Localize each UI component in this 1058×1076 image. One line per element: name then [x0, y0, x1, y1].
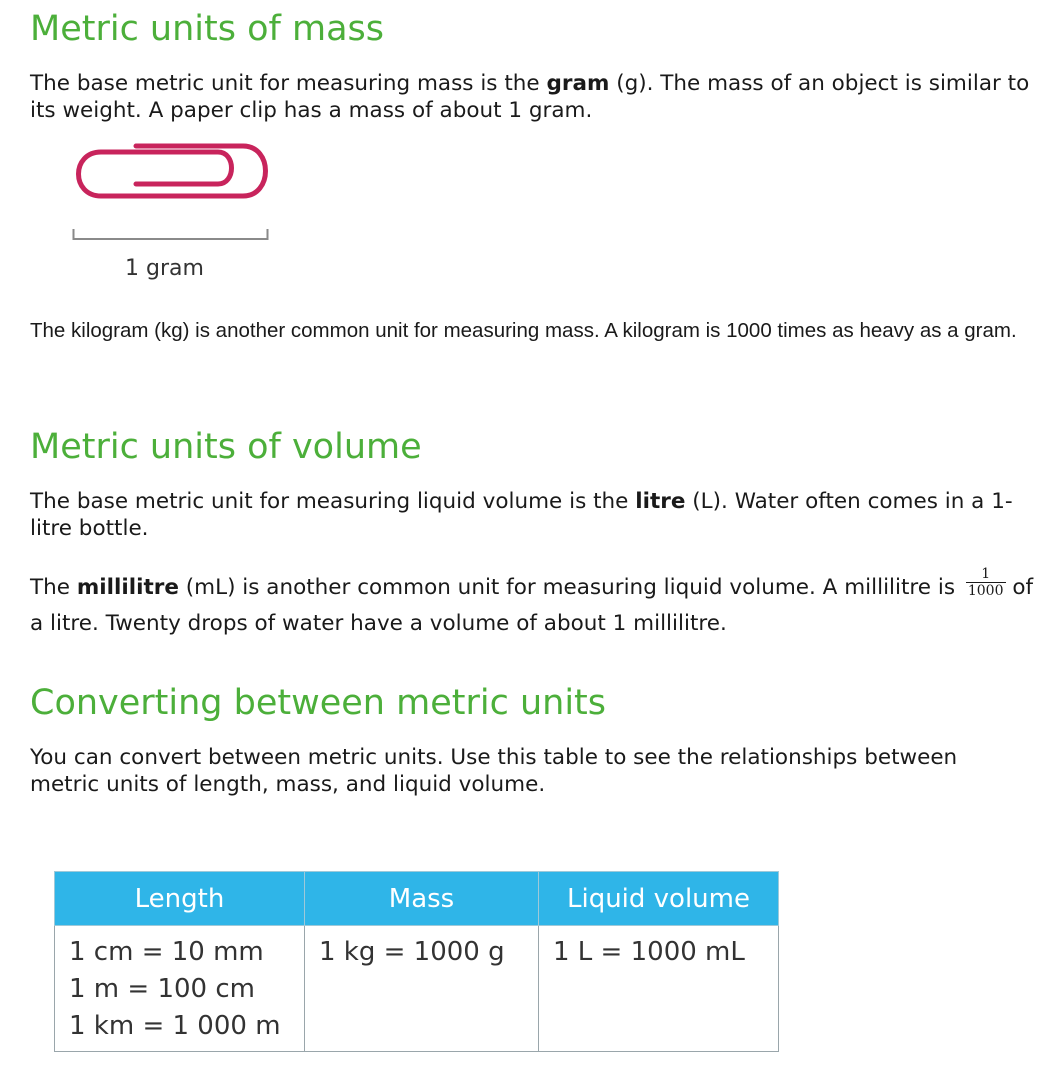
ml-text-2: (mL) is another common unit for measuring liquid volume. A millilitre is	[178, 575, 962, 600]
conversion-table	[54, 871, 779, 1052]
volume-l-ml: 1 L = 1000 mL	[553, 937, 745, 967]
volume-cell	[539, 926, 779, 1052]
litre-text-2: (L). Water often comes in a 1-litre bottle.	[30, 489, 1013, 541]
litre-text-1: The base metric unit for measuring liquid volume is the	[30, 489, 636, 514]
scale-bracket	[72, 228, 269, 242]
converting-paragraph: You can convert between metric units. Use this table to see the relationships between metric units of length, mass, and liquid volume.	[30, 745, 958, 797]
volume-heading: Metric units of volume	[30, 427, 422, 467]
fraction-numerator: 1	[981, 565, 991, 582]
mass-intro-text-1: The base metric unit for measuring mass is the	[30, 71, 547, 96]
ml-text-1: The	[30, 575, 77, 600]
converting-heading: Converting between metric units	[30, 683, 606, 723]
mass-cell	[305, 926, 539, 1052]
mass-kg-g: 1 kg = 1000 g	[319, 937, 505, 967]
fraction-one-thousandth	[966, 566, 1006, 599]
length-m-cm: 1 m = 100 cm	[69, 974, 255, 1004]
litre-paragraph	[30, 488, 1045, 542]
fraction-denominator: 1000	[967, 582, 1004, 599]
length-km-m: 1 km = 1 000 m	[69, 1011, 281, 1041]
length-cell	[55, 926, 305, 1052]
gram-term: gram	[546, 71, 610, 96]
mass-intro-text-2: (g). The mass of an object is similar to its weight. A paper clip has a mass of about 1 gram.	[30, 71, 1030, 123]
header-length: Length	[55, 872, 305, 926]
table-row	[55, 926, 779, 1052]
mass-intro-paragraph	[30, 70, 1045, 124]
mass-heading: Metric units of mass	[30, 9, 384, 49]
litre-term: litre	[635, 489, 686, 514]
paper-clip-image	[68, 140, 273, 204]
millilitre-paragraph	[30, 565, 1045, 642]
length-cm-mm: 1 cm = 10 mm	[69, 937, 264, 967]
ml-text-3: of a litre. Twenty drops of water have a volume of about 1 millilitre.	[30, 575, 1034, 636]
header-mass: Mass	[305, 872, 539, 926]
clip-label: 1 gram	[125, 256, 204, 281]
millilitre-term: millilitre	[76, 575, 179, 600]
table-header-row	[55, 872, 779, 926]
header-liquid-volume: Liquid volume	[539, 872, 779, 926]
kilogram-paragraph: The kilogram (kg) is another common unit for measuring mass. A kilogram is 1000 times as heavy as a gram.	[30, 319, 1017, 342]
